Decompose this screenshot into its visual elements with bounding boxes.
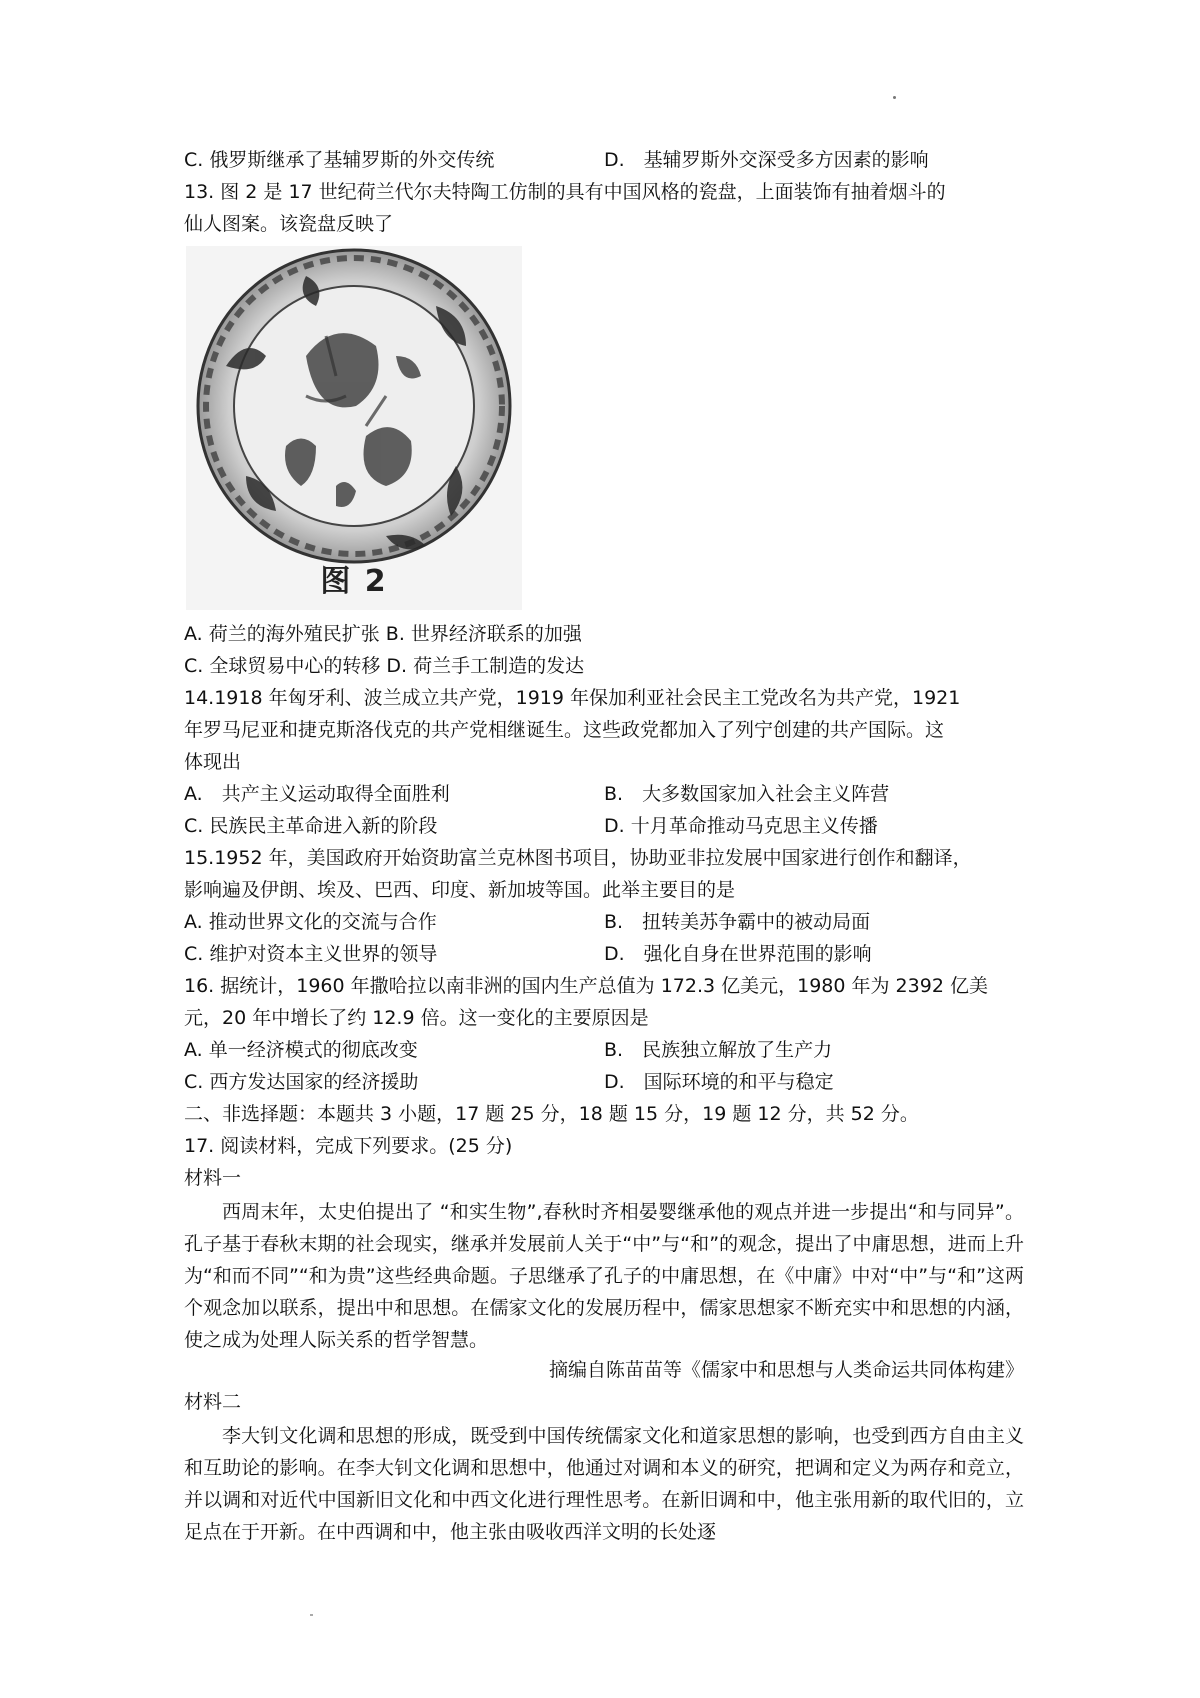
material-one-text: 西周末年，太史伯提出了 “和实生物”,春秋时齐相晏婴继承他的观点并进一步提出“和与同异”。孔子基于春秋末期的社会现实，继承并发展前人关于“中”与“和”的观念，提出了中庸思想，进而上升为“和而不同”“和为贵”这些经典命题。子思继承了孔子的中庸思想，在《中庸》中对“中”与“和”这两个观念加以联系，提出中和思想。在儒家文化的发展历程中，儒家思想家不断充实中和思想的内涵，使之成为处理人际关系的哲学智慧。 xyxy=(184,1201,1024,1351)
q14-stem-line2: 年罗马尼亚和捷克斯洛伐克的共产党相继诞生。这些政党都加入了列宁创建的共产国际。这 xyxy=(184,719,945,741)
section-two-heading: 二、非选择题：本题共 3 小题，17 题 25 分，18 题 15 分，19 题 12 分，共 52 分。 xyxy=(184,1103,919,1125)
scan-speck-bottom xyxy=(310,1614,313,1616)
q12-option-c: C. 俄罗斯继承了基辅罗斯的外交传统 xyxy=(184,149,495,171)
q13-figure-porcelain-plate xyxy=(186,246,522,610)
q13-stem-line1: 13. 图 2 是 17 世纪荷兰代尔夫特陶工仿制的具有中国风格的瓷盘，上面装饰有抽着烟斗的 xyxy=(184,181,946,203)
q15-option-b: B. 扭转美苏争霸中的被动局面 xyxy=(604,911,871,933)
q13-stem-line2: 仙人图案。该瓷盘反映了 xyxy=(184,213,394,235)
q14-options-cd xyxy=(184,812,1024,844)
q16-option-a: A. 单一经济模式的彻底改变 xyxy=(184,1039,418,1061)
q12-options-cd xyxy=(184,146,1024,178)
q13-options-cd: C. 全球贸易中心的转移 D. 荷兰手工制造的发达 xyxy=(184,655,585,677)
material-two-text: 李大钊文化调和思想的形成，既受到中国传统儒家文化和道家思想的影响，也受到西方自由主义和互助论的影响。在李大钊文化调和思想中，他通过对调和本义的研究，把调和定义为两存和竞立，并以调和对近代中国新旧文化和中西文化进行理性思考。在新旧调和中，他主张用新的取代旧的，立足点在于开新。在中西调和中，他主张由吸收西洋文明的长处逐 xyxy=(184,1425,1024,1543)
material-one-citation: 摘编自陈苗苗等《儒家中和思想与人类命运共同体构建》 xyxy=(548,1359,1024,1381)
material-two-title: 材料二 xyxy=(184,1391,242,1413)
scan-speck xyxy=(893,96,896,99)
q14-option-b: B. 大多数国家加入社会主义阵营 xyxy=(604,783,890,805)
q16-options-cd xyxy=(184,1068,1024,1100)
q17-stem: 17. 阅读材料，完成下列要求。(25 分) xyxy=(184,1135,513,1157)
q16-stem-line1: 16. 据统计，1960 年撒哈拉以南非洲的国内生产总值为 172.3 亿美元，1980 年为 2392 亿美 xyxy=(184,975,988,997)
q15-option-c: C. 维护对资本主义世界的领导 xyxy=(184,943,438,965)
q15-stem-line2: 影响遍及伊朗、埃及、巴西、印度、新加坡等国。此举主要目的是 xyxy=(184,879,736,901)
q14-options-ab xyxy=(184,780,1024,812)
q12-option-d: D. 基辅罗斯外交深受多方因素的影响 xyxy=(604,149,929,171)
q15-stem-line1: 15.1952 年，美国政府开始资助富兰克林图书项目，协助亚非拉发展中国家进行创作和翻译， xyxy=(184,847,972,869)
q15-option-a: A. 推动世界文化的交流与合作 xyxy=(184,911,437,933)
q13-options-ab: A. 荷兰的海外殖民扩张 B. 世界经济联系的加强 xyxy=(184,623,582,645)
q16-option-b: B. 民族独立解放了生产力 xyxy=(604,1039,833,1061)
q16-options-ab xyxy=(184,1036,1024,1068)
material-one-title: 材料一 xyxy=(184,1167,242,1189)
q15-options-cd xyxy=(184,940,1024,972)
q15-option-d: D. 强化自身在世界范围的影响 xyxy=(604,943,872,965)
q16-option-c: C. 西方发达国家的经济援助 xyxy=(184,1071,419,1093)
q14-option-d: D. 十月革命推动马克思主义传播 xyxy=(604,815,878,837)
q16-option-d: D. 国际环境的和平与稳定 xyxy=(604,1071,834,1093)
q14-stem-line3: 体现出 xyxy=(184,751,242,773)
q14-option-a: A. 共产主义运动取得全面胜利 xyxy=(184,783,450,805)
q15-options-ab xyxy=(184,908,1024,940)
exam-page xyxy=(184,146,1024,1548)
q16-stem-line2: 元，20 年中增长了约 12.9 倍。这一变化的主要原因是 xyxy=(184,1007,649,1029)
q14-stem-line1: 14.1918 年匈牙利、波兰成立共产党，1919 年保加利亚社会民主工党改名为共产党，1921 xyxy=(184,687,961,709)
porcelain-plate-image xyxy=(186,246,522,610)
q14-option-c: C. 民族民主革命进入新的阶段 xyxy=(184,815,438,837)
q13-figure-caption: 图 2 xyxy=(320,564,388,599)
